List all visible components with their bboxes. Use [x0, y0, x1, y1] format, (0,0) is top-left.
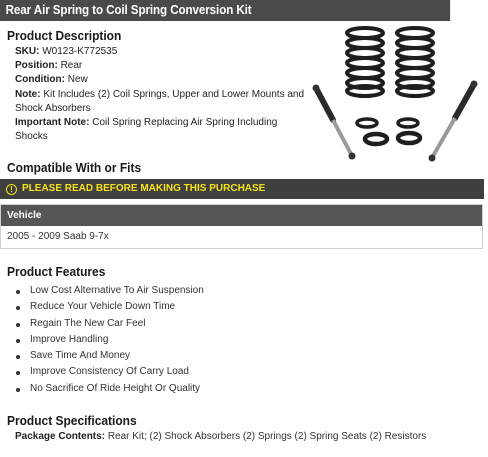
shock-absorber-right-icon	[429, 81, 478, 162]
vehicle-table	[0, 204, 483, 249]
vehicle-table-header: Vehicle	[1, 205, 482, 226]
feature-item: Regain The New Car Feel	[15, 316, 204, 332]
feature-item: Low Cost Alternative To Air Suspension	[15, 283, 204, 299]
feature-item: Reduce Your Vehicle Down Time	[15, 299, 204, 315]
product-description	[15, 45, 305, 144]
sku-row	[15, 45, 305, 59]
important-note-row	[15, 116, 305, 144]
note-value: Kit Includes (2) Coil Springs, Upper and Lower Mounts and Shock Absorbers	[15, 88, 305, 114]
page-title: Rear Air Spring to Coil Spring Conversion Kit	[0, 0, 450, 21]
compatible-heading: Compatible With or Fits	[7, 160, 142, 175]
exclamation-icon: !	[6, 184, 17, 195]
sku-label: SKU:	[15, 46, 40, 57]
package-contents-label: Package Contents:	[15, 431, 106, 442]
condition-value: New	[67, 74, 88, 86]
spring-seat-icon	[357, 119, 420, 144]
package-contents-value: Rear Kit; (2) Shock Absorbers (2) Springs (2) Spring Seats (2) Resistors	[107, 431, 427, 442]
features-list	[15, 283, 204, 397]
coil-spring-right-icon	[397, 28, 433, 96]
feature-item: Improve Consistency Of Carry Load	[15, 364, 204, 380]
note-label: Note:	[15, 88, 41, 100]
package-contents	[15, 431, 426, 442]
product-features-heading: Product Features	[7, 264, 106, 279]
condition-row	[15, 73, 305, 87]
position-row	[15, 59, 305, 73]
important-note-label: Important Note:	[15, 117, 90, 129]
important-note-value: Coil Spring Replacing Air Spring Including Shocks	[15, 117, 278, 143]
product-specifications-heading: Product Specifications	[7, 413, 137, 428]
shock-absorber-left-icon	[313, 85, 356, 160]
product-description-heading: Product Description	[7, 28, 122, 43]
feature-item: No Sacrifice Of Ride Height Or Quality	[15, 381, 204, 397]
purchase-warning	[0, 179, 484, 199]
condition-label: Condition:	[15, 74, 65, 86]
coil-spring-left-icon	[347, 28, 383, 96]
note-row	[15, 88, 305, 116]
position-value: Rear	[60, 60, 83, 72]
vehicle-row: 2005 - 2009 Saab 9-7x	[1, 226, 482, 248]
product-image	[303, 24, 488, 164]
feature-item: Improve Handling	[15, 332, 204, 348]
feature-item: Save Time And Money	[15, 348, 204, 364]
position-label: Position:	[15, 60, 58, 72]
sku-value: W0123-K772535	[42, 46, 118, 57]
purchase-warning-text: PLEASE READ BEFORE MAKING THIS PURCHASE	[22, 183, 266, 194]
